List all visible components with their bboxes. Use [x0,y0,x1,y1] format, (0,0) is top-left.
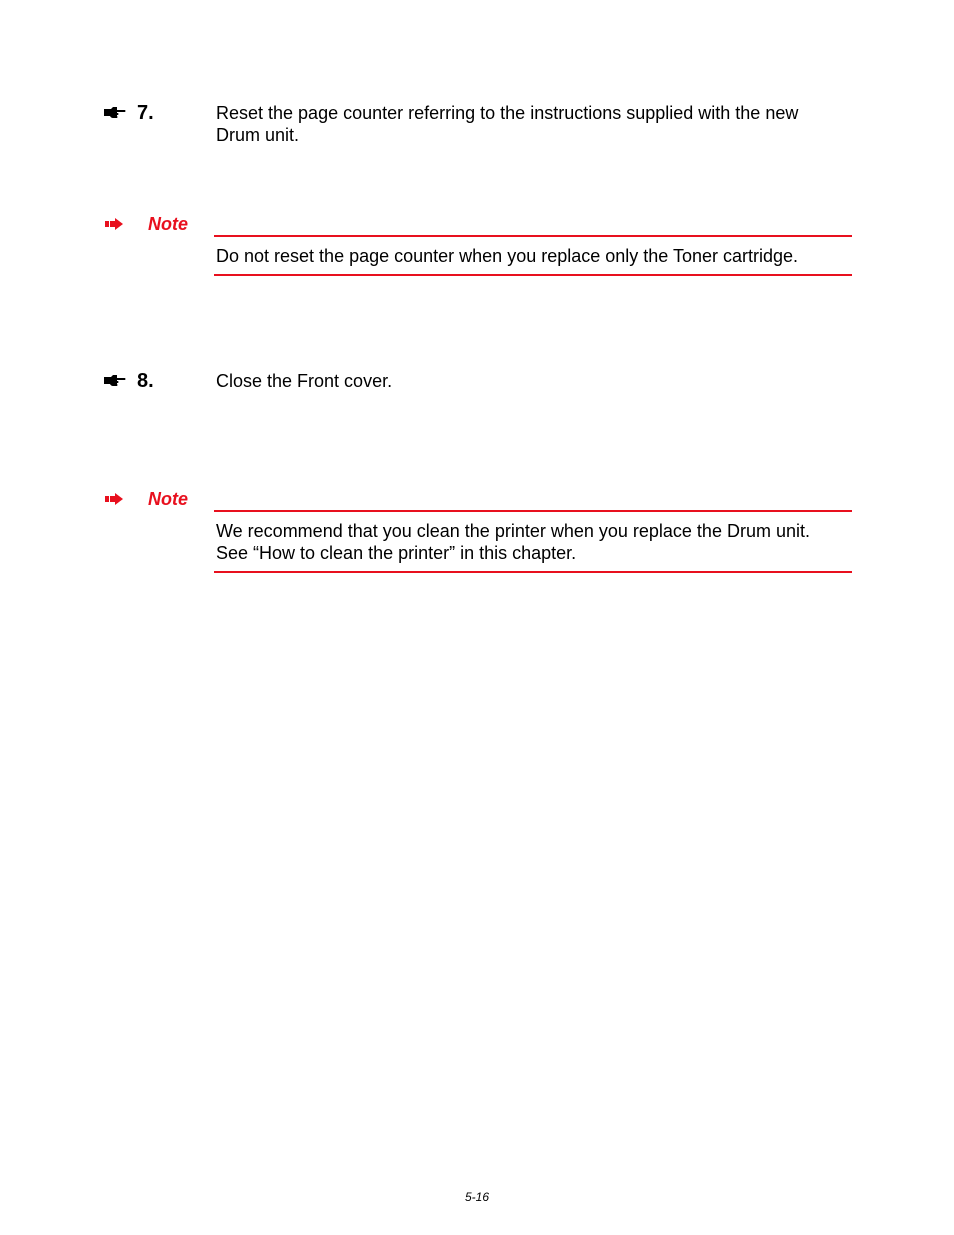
step-number-8: 8. [137,370,154,392]
page-number: 5-16 [464,1190,490,1204]
note-label: Note [148,214,188,234]
step-8-text: Close the Front cover. [216,371,393,391]
note-text: Do not reset the page counter when you replace only the Toner cartridge. [216,246,799,266]
arrow-icon [105,493,123,505]
note-text: We recommend that you clean the printer when you replace the Drum unit. See “How to clean the printer” in this chapter. [216,521,810,563]
note-top-rule [214,510,852,512]
arrow-icon [105,218,123,230]
note-bottom-rule [214,274,852,276]
note-label: Note [148,489,188,509]
pointing-hand-icon [104,106,126,120]
pointing-hand-icon [104,374,126,388]
note-top-rule [214,235,852,237]
note-bottom-rule [214,571,852,573]
step-number-7: 7. [137,102,154,124]
step-7-text: Reset the page counter referring to the instructions supplied with the new Drum unit. [216,103,799,145]
